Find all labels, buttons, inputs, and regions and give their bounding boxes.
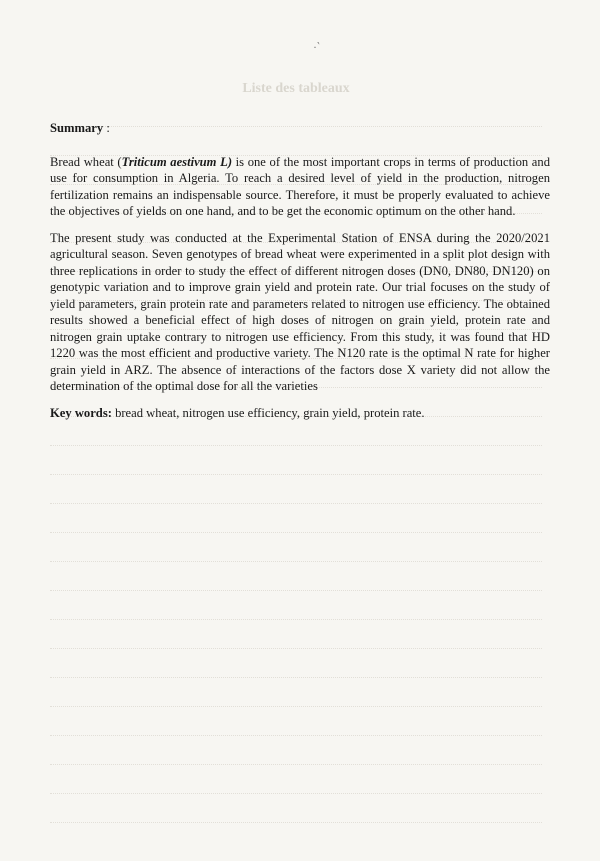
show-through-line (50, 456, 542, 475)
summary-heading-colon: : (103, 121, 110, 135)
show-through-line (50, 601, 542, 620)
show-through-line (50, 572, 542, 591)
show-through-line (50, 746, 542, 765)
keywords-label: Key words: (50, 405, 112, 420)
show-through-line (50, 775, 542, 794)
show-through-line (50, 659, 542, 678)
show-through-line (50, 543, 542, 562)
scan-speck: ·‵ (313, 40, 320, 54)
show-through-line (50, 514, 542, 533)
show-through-line (50, 688, 542, 707)
show-through-line (50, 804, 542, 823)
show-through-line (50, 485, 542, 504)
show-through-line (50, 717, 542, 736)
summary-paragraph-2: The present study was conducted at the Experimental Station of ENSA during the 2020/2021 agricultural season. Seven genotypes of bread wheat were experimented in a split plot design with three replications in order to study the effect of different nitrogen doses (DN0, DN80, DN120) on genotypic variation and to improve grain yield and protein rate. Our trial focuses on the study of yield parameters, grain protein rate and parameters related to nitrogen use efficiency. The obtained results showed a beneficial effect of high doses of nitrogen on grain yield, protein rate and nitrogen grain uptake contrary to nitrogen use efficiency. From this study, it was found that HD 1220 was the most efficient and productive variety. The N120 rate is the optimal N rate for higher grain yield in ARZ. The absence of interactions of the factors dose X variety did not allow the determination of the optimal dose for all the varieties (50, 230, 550, 393)
species-name: Triticum aestivum L) (121, 154, 233, 169)
summary-heading-text: Summary (50, 121, 104, 135)
keywords-text: bread wheat, nitrogen use efficiency, grain yield, protein rate. (111, 405, 425, 420)
keywords (50, 405, 550, 422)
summary-section (50, 120, 550, 431)
p1-after: is one of the most important crops in terms of production and use for consumption in Algeria. To reach a desired level of yield in the production, nitrogen fertilization remains an indispensable source. Therefore, it must be properly evaluated to achieve the objectives of yields on one hand, and to be get the economic optimum on the other hand. (50, 154, 550, 218)
summary-paragraph-1 (50, 154, 550, 220)
summary-heading (50, 120, 550, 137)
p1-before: Bread wheat ( (50, 154, 122, 169)
show-through-title: Liste des tableaux (242, 81, 350, 96)
show-through-line (50, 630, 542, 649)
